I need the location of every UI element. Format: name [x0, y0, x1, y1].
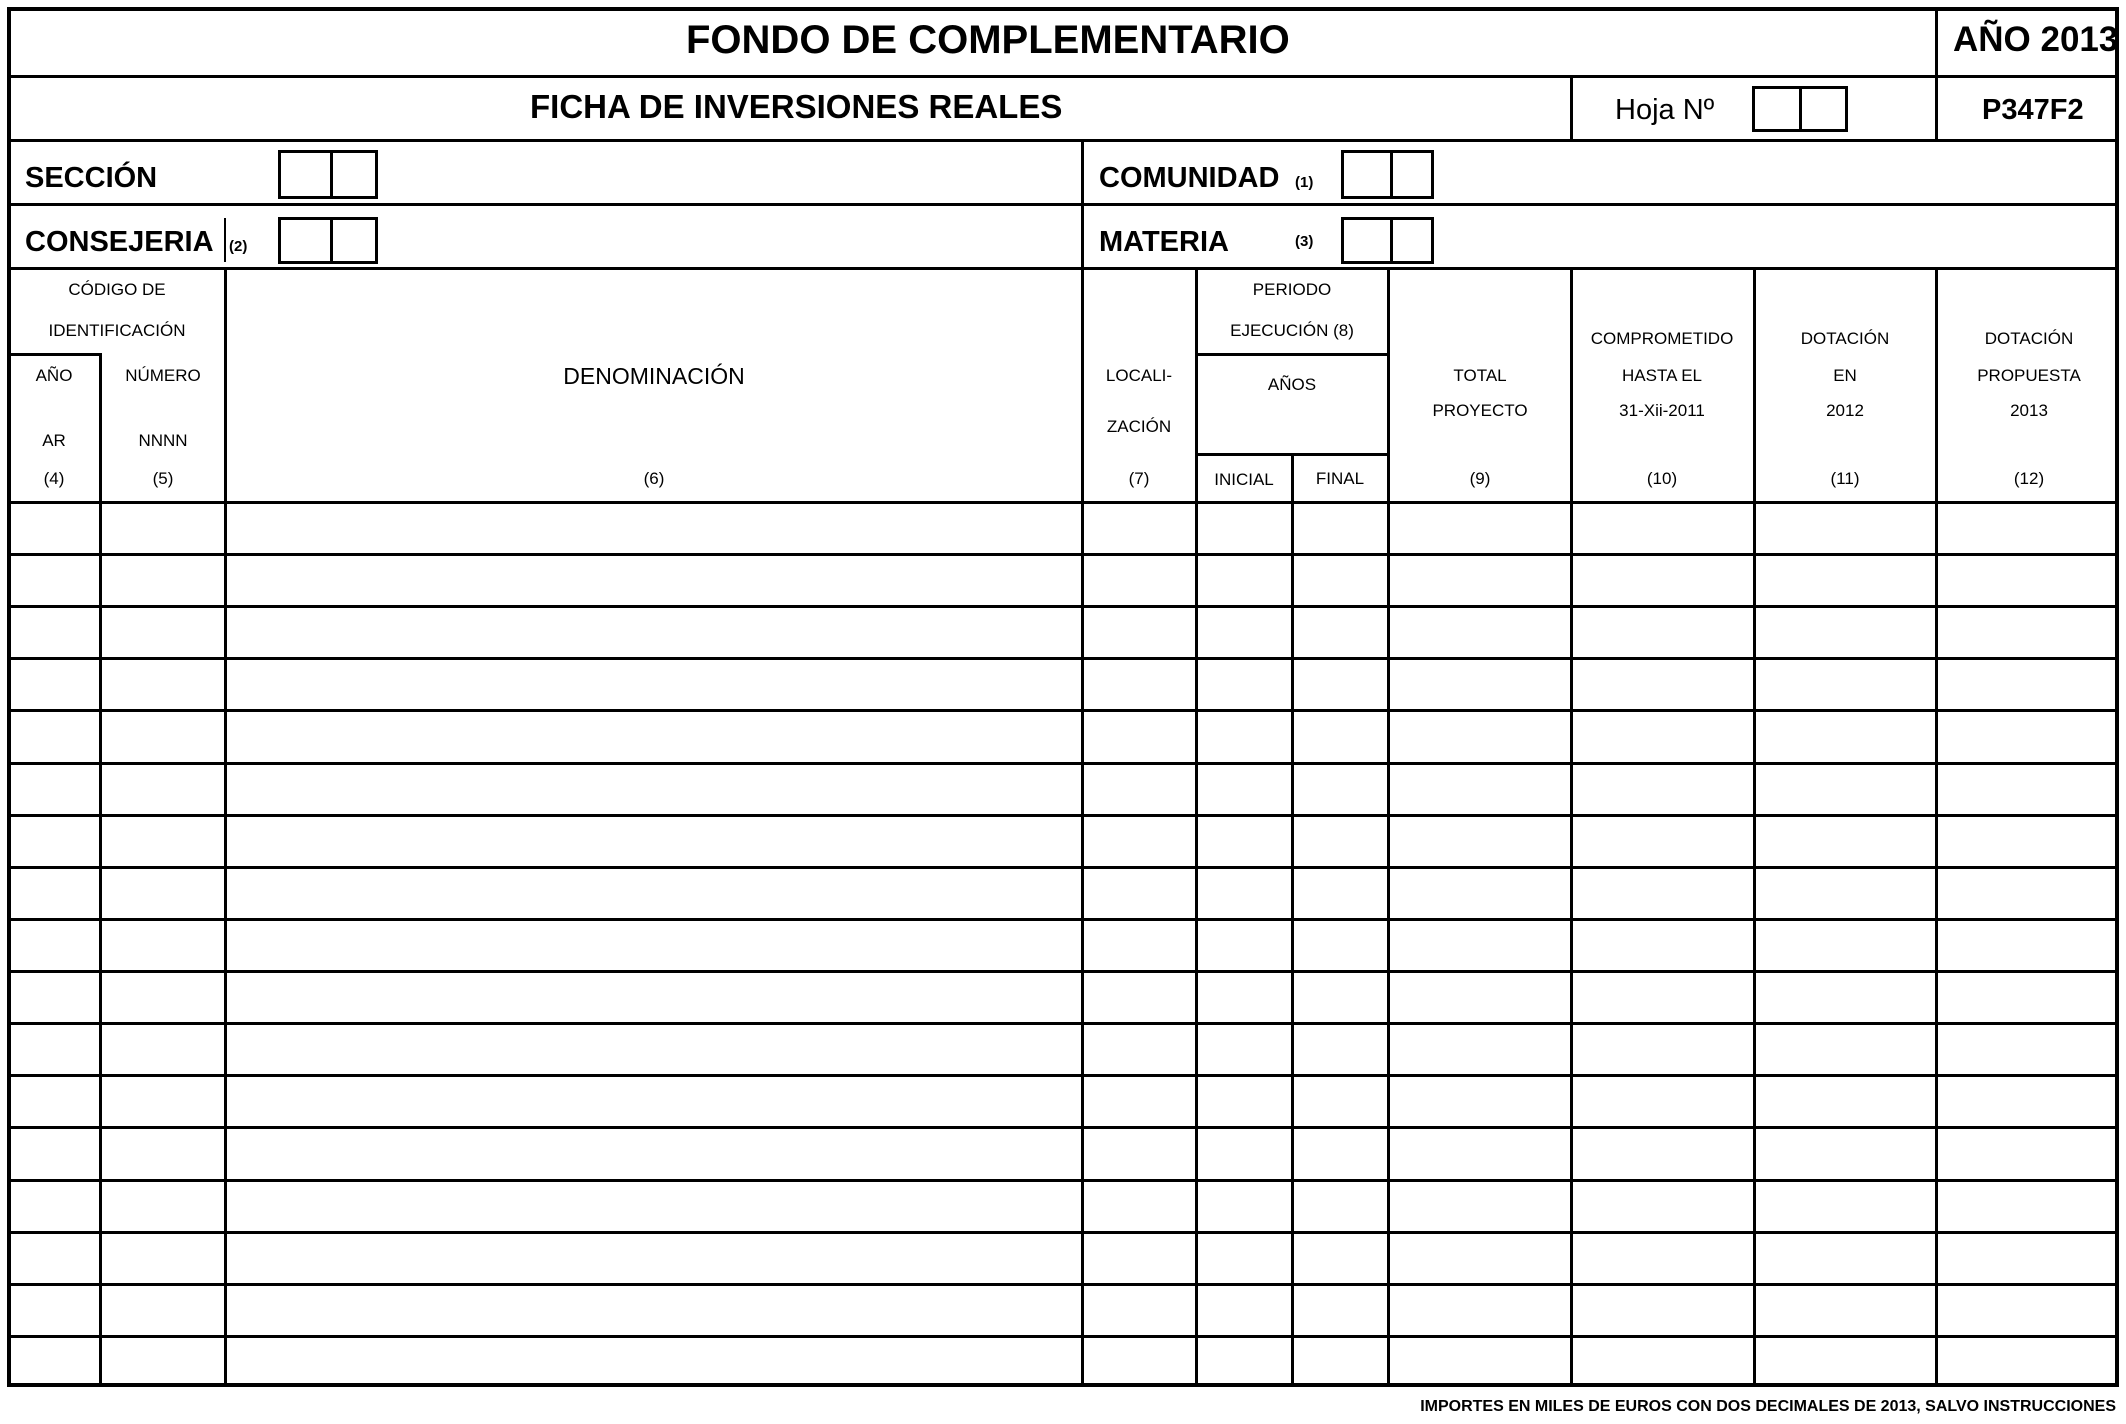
table-row[interactable] — [7, 501, 2119, 553]
table-row[interactable] — [7, 1126, 2119, 1178]
hdr-dot-1: DOTACIÓN — [1800, 329, 1890, 348]
form-code: P347F2 — [1982, 94, 2084, 126]
hdr-anio-num: (4) — [43, 469, 65, 488]
hdr-comp-2: HASTA EL — [1622, 366, 1702, 385]
materia-note: (3) — [1295, 233, 1314, 250]
hdr-denominacion-num: (6) — [643, 469, 665, 488]
table-row[interactable] — [7, 605, 2119, 657]
divider-mid — [1081, 139, 1084, 269]
table-row[interactable] — [7, 709, 2119, 761]
hdr-dot-2: EN — [1833, 366, 1857, 385]
form-subtitle: FICHA DE INVERSIONES REALES — [530, 88, 1063, 125]
consejeria-label: CONSEJERIA — [25, 226, 214, 258]
hdr-total-1: TOTAL — [1453, 366, 1507, 385]
footer-note: IMPORTES EN MILES DE EUROS CON DOS DECIMALES DE 2013, SALVO INSTRUCCIONES — [1420, 1398, 2116, 1415]
hdr-total-2: PROYECTO — [1432, 401, 1528, 420]
table-row[interactable] — [7, 1179, 2119, 1231]
consejeria-mark — [224, 218, 226, 262]
form-year: AÑO 2013 — [1953, 20, 2119, 59]
hdr-total-num: (9) — [1469, 469, 1491, 488]
hdr-codigo-1: CÓDIGO DE — [68, 280, 166, 299]
hdr-numero-num: (5) — [152, 469, 174, 488]
hdr-prop-3: 2013 — [2010, 401, 2048, 420]
divider-sheet — [1570, 75, 1573, 141]
comunidad-input[interactable] — [1341, 150, 1434, 199]
divider-year — [1935, 7, 1938, 141]
consejeria-input[interactable] — [278, 217, 378, 264]
divider-subtitle — [7, 139, 2119, 142]
table-row[interactable] — [7, 866, 2119, 918]
hdr-numero-sub: NNNN — [138, 431, 188, 450]
hdr-anio-sub: AR — [42, 431, 66, 450]
hdr-local-1: LOCALI- — [1105, 366, 1173, 385]
hdr-anio: AÑO — [35, 366, 73, 385]
hdr-prop-2: PROPUESTA — [1977, 366, 2081, 385]
hdr-numero: NÚMERO — [125, 366, 201, 385]
hdr-prop-1: DOTACIÓN — [1984, 329, 2074, 348]
sheet-number-input[interactable] — [1752, 86, 1848, 132]
seccion-input[interactable] — [278, 150, 378, 199]
table-row[interactable] — [7, 657, 2119, 709]
materia-input[interactable] — [1341, 217, 1434, 264]
divider-consejeria — [7, 267, 2119, 270]
sheet-label: Hoja Nº — [1615, 94, 1715, 126]
comunidad-label: COMUNIDAD — [1099, 162, 1280, 194]
table-row[interactable] — [7, 1074, 2119, 1126]
consejeria-note: (2) — [229, 238, 248, 255]
comunidad-note: (1) — [1295, 174, 1314, 191]
table-row[interactable] — [7, 1283, 2119, 1335]
seccion-label: SECCIÓN — [25, 162, 158, 194]
table-row[interactable] — [7, 553, 2119, 605]
periodo-divider — [1195, 353, 1390, 356]
table-row[interactable] — [7, 1231, 2119, 1283]
hdr-final: FINAL — [1315, 469, 1365, 488]
table-row[interactable] — [7, 814, 2119, 866]
table-row[interactable] — [7, 970, 2119, 1022]
hdr-anos: AÑOS — [1267, 375, 1317, 394]
hdr-periodo-1: PERIODO — [1252, 280, 1332, 299]
table-row[interactable] — [7, 762, 2119, 814]
table-row[interactable] — [7, 1335, 2119, 1387]
hdr-dot-3: 2012 — [1826, 401, 1864, 420]
hdr-codigo-2: IDENTIFICACIÓN — [48, 321, 186, 340]
hdr-local-num: (7) — [1128, 469, 1150, 488]
hdr-comp-1: COMPROMETIDO — [1590, 329, 1734, 348]
materia-label: MATERIA — [1099, 226, 1229, 258]
hdr-local-2: ZACIÓN — [1106, 417, 1172, 436]
divider-title — [7, 75, 2119, 78]
codigo-divider — [7, 353, 101, 356]
hdr-comp-num: (10) — [1646, 469, 1678, 488]
hdr-denominacion: DENOMINACIÓN — [563, 363, 745, 389]
anos-divider — [1195, 453, 1390, 456]
hdr-periodo-2: EJECUCIÓN (8) — [1230, 321, 1354, 340]
hdr-prop-num: (12) — [2013, 469, 2045, 488]
divider-seccion — [7, 203, 2119, 206]
hdr-inicial: INICIAL — [1214, 470, 1274, 489]
table-row[interactable] — [7, 918, 2119, 970]
hdr-comp-3: 31-Xii-2011 — [1619, 401, 1705, 420]
hdr-dot-num: (11) — [1830, 469, 1860, 488]
table-row[interactable] — [7, 1022, 2119, 1074]
form-title: FONDO DE COMPLEMENTARIO — [686, 18, 1290, 62]
